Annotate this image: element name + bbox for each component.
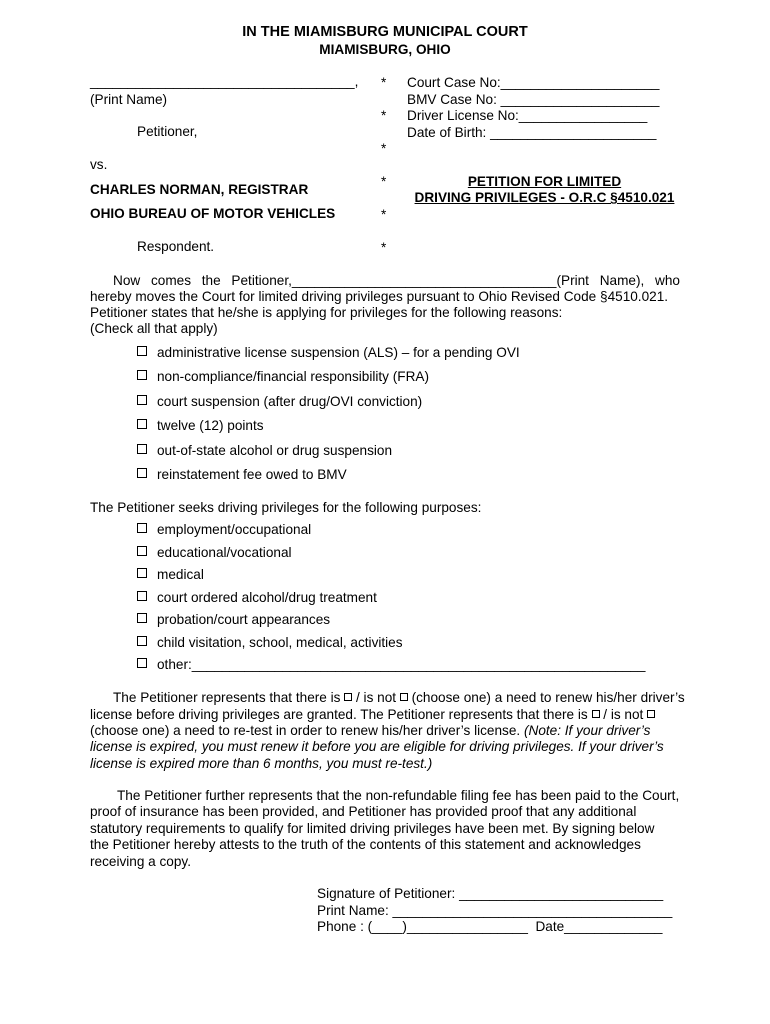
date-of-birth-field[interactable]: Date of Birth: ______________________ — [407, 125, 657, 140]
caption-asterisk: * — [381, 141, 387, 156]
renew-yes-checkbox[interactable] — [344, 693, 352, 701]
respondent-label: Respondent. — [137, 239, 215, 254]
reason-label: non-compliance/financial responsibility (FRA) — [157, 369, 429, 385]
checkbox[interactable] — [137, 523, 147, 533]
print-name-field[interactable]: Print Name: _____________________________________ — [317, 903, 673, 918]
attest-line-4: the Petitioner hereby attests to the truth of the contents of this statement and acknowledges — [90, 837, 641, 852]
purpose-label: probation/court appearances — [157, 612, 331, 627]
reason-label: twelve (12) points — [157, 418, 264, 434]
bmv-case-field[interactable]: BMV Case No: _____________________ — [407, 92, 660, 107]
purpose-item[interactable] — [137, 566, 204, 583]
checkbox[interactable] — [137, 370, 147, 380]
attest-line-2: proof of insurance has been provided, and Petitioner has provided proof that any additional — [90, 804, 637, 819]
caption-asterisk: * — [381, 207, 387, 222]
purpose-item[interactable] — [137, 521, 311, 538]
intro-line-3: Petitioner states that he/she is applying for privileges for the following reasons: — [90, 305, 563, 320]
caption-asterisk: * — [381, 240, 387, 255]
reason-label: court suspension (after drug/OVI conviction) — [157, 393, 423, 409]
reason-label: out-of-state alcohol or drug suspension — [157, 442, 393, 458]
retest-no-checkbox[interactable] — [647, 710, 655, 718]
purpose-label: medical — [157, 567, 204, 582]
renew-line-2: license before driving privileges are granted. The Petitioner represents that there is / is not — [90, 706, 655, 723]
purpose-label: child visitation, school, medical, activities — [157, 634, 403, 650]
caption-asterisk: * — [381, 75, 387, 90]
court-city: MIAMISBURG, OHIO — [319, 42, 451, 57]
checkbox[interactable] — [137, 468, 147, 478]
purpose-label: employment/occupational — [157, 522, 312, 537]
checkbox[interactable] — [137, 346, 147, 356]
caption-asterisk: * — [381, 108, 387, 123]
purpose-item[interactable] — [137, 634, 403, 651]
purpose-item[interactable] — [137, 589, 377, 606]
petitioner-name-line[interactable]: ___________________________________, — [90, 74, 359, 89]
reason-item[interactable] — [137, 344, 520, 361]
purpose-item[interactable] — [137, 656, 645, 673]
reason-label: administrative license suspension (ALS) – for a pending OVI — [157, 345, 520, 360]
renew-line-4: license is expired, you must renew it before you are eligible for driving privileges. If your driver’s — [90, 739, 664, 754]
checkbox[interactable] — [137, 419, 147, 429]
purpose-item[interactable] — [137, 611, 330, 628]
phone-date-field[interactable]: Phone : (____)________________ Date_____________ — [317, 919, 663, 934]
respondent-name-1: CHARLES NORMAN, REGISTRAR — [90, 182, 309, 197]
attest-line-3: statutory requirements to qualify for limited driving privileges have been met. By signing below — [90, 821, 655, 836]
checkbox[interactable] — [137, 546, 147, 556]
purpose-item[interactable] — [137, 544, 292, 561]
court-title: IN THE MIAMISBURG MUNICIPAL COURT — [242, 24, 528, 40]
purpose-label: court ordered alcohol/drug treatment — [157, 589, 377, 605]
reason-label: reinstatement fee owed to BMV — [157, 467, 347, 482]
purposes-heading: The Petitioner seeks driving privileges for the following purposes: — [90, 500, 482, 515]
renew-line-1: The Petitioner represents that there is / is not (choose one) a need to renew his/her driver’s — [113, 690, 685, 705]
checkbox[interactable] — [137, 444, 147, 454]
renew-line-3: (choose one) a need to re-test in order to renew his/her driver’s license. (Note: If your driver’s — [90, 723, 651, 738]
retest-yes-checkbox[interactable] — [592, 710, 600, 718]
intro-line-2: hereby moves the Court for limited driving privileges pursuant to Ohio Revised Code §4510.021. — [90, 289, 669, 304]
checkbox[interactable] — [137, 613, 147, 623]
reason-item[interactable] — [137, 393, 422, 410]
purpose-label: educational/vocational — [157, 544, 292, 560]
intro-line-1: Now comes the Petitioner,___________________________________(Print Name), who — [113, 273, 680, 288]
checkbox[interactable] — [137, 568, 147, 578]
petitioner-label: Petitioner, — [137, 124, 198, 139]
checkbox[interactable] — [137, 395, 147, 405]
reason-item[interactable] — [137, 417, 264, 434]
versus-label: vs. — [90, 157, 108, 172]
court-case-field[interactable]: Court Case No:_____________________ — [407, 75, 660, 90]
renew-line-5: license is expired more than 6 months, you must re-test.) — [90, 756, 433, 771]
checkbox[interactable] — [137, 658, 147, 668]
checkbox[interactable] — [137, 591, 147, 601]
petition-title-2: DRIVING PRIVILEGES - O.R.C §4510.021 — [414, 190, 675, 205]
petition-title-1: PETITION FOR LIMITED — [467, 174, 622, 189]
purpose-label: other:____________________________________________________________ — [157, 657, 646, 672]
attest-line-1: The Petitioner further represents that the non-refundable filing fee has been paid to the Court, — [117, 788, 680, 803]
driver-license-field[interactable]: Driver License No:_________________ — [407, 108, 648, 123]
respondent-name-2: OHIO BUREAU OF MOTOR VEHICLES — [90, 206, 336, 221]
signature-field[interactable]: Signature of Petitioner: ___________________________ — [317, 886, 664, 901]
attest-line-5: receiving a copy. — [90, 854, 191, 869]
reason-item[interactable] — [137, 466, 347, 483]
reason-item[interactable] — [137, 368, 429, 385]
intro-line-4: (Check all that apply) — [90, 321, 218, 336]
checkbox[interactable] — [137, 636, 147, 646]
reason-item[interactable] — [137, 442, 392, 459]
caption-asterisk: * — [381, 174, 387, 189]
print-name-label: (Print Name) — [90, 92, 168, 107]
renew-no-checkbox[interactable] — [400, 693, 408, 701]
